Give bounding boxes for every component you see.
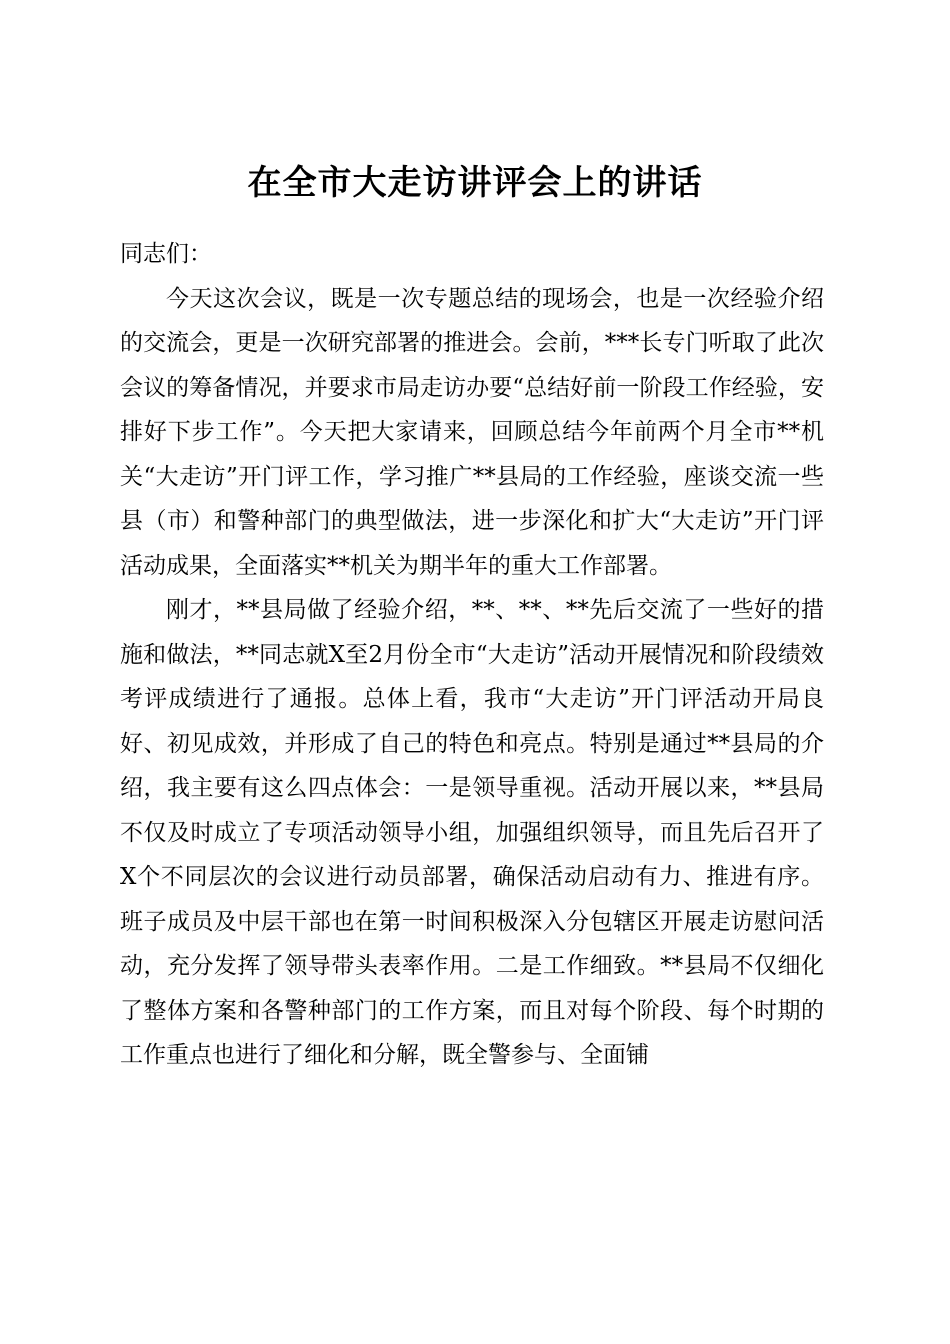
- paragraph-2: 刚才，**县局做了经验介绍，**、**、**先后交流了一些好的措施和做法，**同志就X至2月份全市“大走访”活动开展情况和阶段绩效考评成绩进行了通报。总体上看，我市“大走访”开门评活动开局良好、初见成效，并形成了自己的特色和亮点。特别是通过**县局的介绍，我主要有这么四点体会：一是领导重视。活动开展以来，**县局不仅及时成立了专项活动领导小组，加强组织领导，而且先后召开了X个不同层次的会议进行动员部署，确保活动启动有力、推进有序。班子成员及中层干部也在第一时间积极深入分包辖区开展走访慰问活动，充分发挥了领导带头表率作用。二是工作细致。**县局不仅细化了整体方案和各警种部门的工作方案，而且对每个阶段、每个时期的工作重点也进行了细化和分解，既全警参与、全面铺: [120, 597, 824, 1068]
- document-body: [120, 232, 824, 1078]
- salutation: 同志们：: [120, 241, 212, 267]
- paragraph-1: 今天这次会议，既是一次专题总结的现场会，也是一次经验介绍的交流会，更是一次研究部署的推进会。会前，***长专门听取了此次会议的筹备情况，并要求市局走访办要“总结好前一阶段工作经验，安排好下步工作”。今天把大家请来，回顾总结今年前两个月全市**机关“大走访”开门评工作，学习推广**县局的工作经验，座谈交流一些县（市）和警种部门的典型做法，进一步深化和扩大“大走访”开门评活动成果，全面落实**机关为期半年的重大工作部署。: [120, 285, 824, 579]
- document-title: 在全市大走访讲评会上的讲话: [247, 162, 703, 203]
